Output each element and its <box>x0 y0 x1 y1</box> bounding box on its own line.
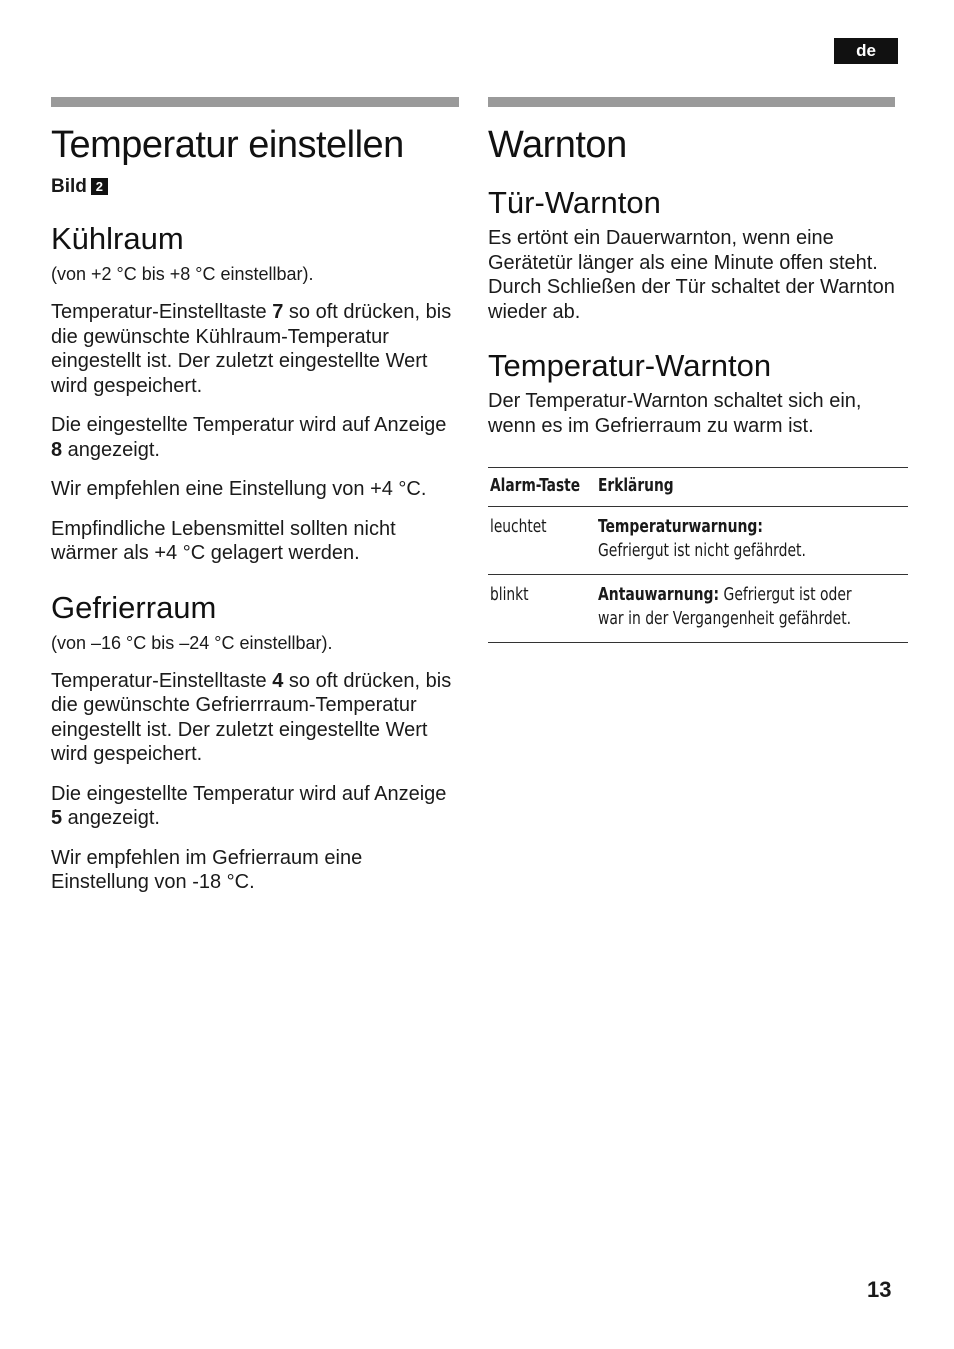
fridge-paragraph-4: Empfindliche Lebensmittel sollten nicht wärmer als +4 °C gelagert werden. <box>51 517 396 564</box>
section-rule <box>488 97 895 107</box>
key-number: 4 <box>272 669 284 692</box>
figure-number: 2 <box>91 178 108 195</box>
section-title: Temperatur einstellen <box>51 124 404 166</box>
row-state: blinkt <box>488 574 596 642</box>
fridge-paragraph-3: Wir empfehlen eine Einstellung von +4 °C. <box>51 478 427 500</box>
language-badge: de <box>834 38 898 64</box>
row-explanation: Temperaturwarnung: Gefriergut ist nicht gefährdet. <box>596 506 908 574</box>
figure-reference <box>51 176 459 198</box>
figure-label: Bild <box>51 176 87 197</box>
page-number: 13 <box>867 1277 892 1302</box>
display-number: 5 <box>51 807 63 829</box>
section-title: Warnton <box>488 124 627 166</box>
temp-alarm-heading: Temperatur-Warnton <box>488 348 772 383</box>
display-number: 8 <box>51 438 63 461</box>
row-term: Antauwarnung: <box>597 583 720 605</box>
header-alarm-key: Alarm-Taste <box>488 468 596 507</box>
freezer-range: (von –16 °C bis –24 °C einstellbar). <box>51 632 333 653</box>
door-alarm-text: Es ertönt ein Dauerwarnton, wenn eine Gerätetür länger als eine Minute offen steht. Durch Schließen der Tür schaltet der Warnton wieder ab. <box>488 227 895 323</box>
fridge-heading: Kühlraum <box>51 221 184 256</box>
alarm-table <box>488 467 908 643</box>
row-explanation: Antauwarnung: Gefriergut ist oder war in der Vergangenheit gefährdet. <box>596 574 908 642</box>
table-row <box>488 574 908 642</box>
warning-section <box>488 97 902 643</box>
header-explanation: Erklärung <box>596 468 908 507</box>
key-number: 7 <box>272 301 284 323</box>
door-alarm-heading: Tür-Warnton <box>488 185 661 220</box>
freezer-paragraph-1: Temperatur-Einstelltaste 4 so oft drücken, bis die gewünschte Gefrierrraum-Temperatur eingestellt ist. Der zuletzt eingestellte Wert wird gespeichert. <box>51 669 452 765</box>
row-term: Temperaturwarnung: <box>597 515 763 537</box>
table-row <box>488 506 908 574</box>
row-state: leuchtet <box>488 506 596 574</box>
fridge-paragraph-1: Temperatur-Einstelltaste 7 so oft drücken, bis die gewünschte Kühlraum-Temperatur eingestellt ist. Der zuletzt eingestellte Wert wird gespeichert. <box>51 301 452 397</box>
temp-alarm-text: Der Temperatur-Warnton schaltet sich ein, wenn es im Gefrierraum zu warm ist. <box>488 390 862 437</box>
section-rule <box>51 97 459 107</box>
fridge-paragraph-2: Die eingestellte Temperatur wird auf Anzeige 8 angezeigt. <box>51 414 447 461</box>
freezer-paragraph-3: Wir empfehlen im Gefrierraum eine Einstellung von -18 °C. <box>51 846 363 893</box>
temperature-section <box>51 97 459 895</box>
table-header-row <box>488 468 908 507</box>
freezer-paragraph-2: Die eingestellte Temperatur wird auf Anzeige 5 angezeigt. <box>51 782 447 829</box>
fridge-range: (von +2 °C bis +8 °C einstellbar). <box>51 264 314 284</box>
freezer-heading: Gefrierraum <box>51 589 217 625</box>
